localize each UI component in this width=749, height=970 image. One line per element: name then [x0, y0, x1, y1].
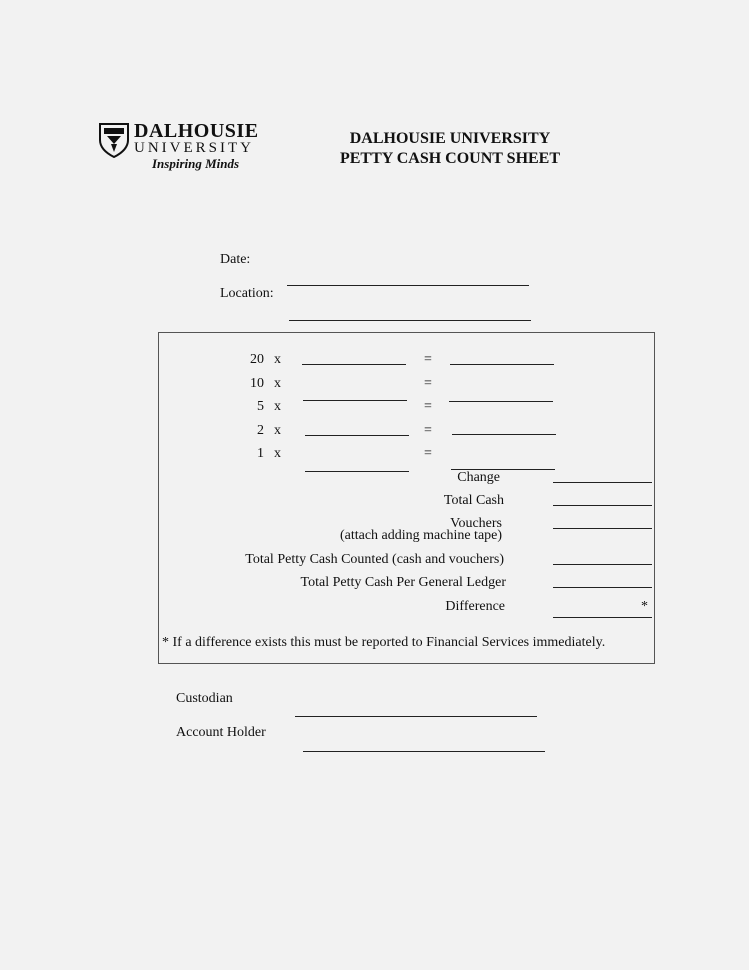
denomination-value: 5 [257, 399, 264, 414]
crest-icon [98, 122, 130, 158]
count-field-line[interactable] [303, 400, 407, 401]
equals-sign: = [424, 446, 432, 461]
denomination-value: 20 [250, 352, 264, 367]
amount-field-line[interactable] [452, 434, 556, 435]
total-ledger-label: Total Petty Cash Per General Ledger [300, 575, 506, 590]
equals-sign: = [424, 399, 432, 414]
vouchers-field-line[interactable] [553, 528, 652, 529]
difference-label: Difference [445, 599, 505, 614]
document-title-line1: DALHOUSIE UNIVERSITY [349, 130, 551, 147]
logo-name-line1: DALHOUSIE [134, 120, 259, 142]
multiply-sign: x [274, 446, 281, 461]
denomination-value: 1 [257, 446, 264, 461]
vouchers-note: (attach adding machine tape) [339, 528, 503, 543]
difference-marker: * [641, 599, 648, 614]
change-label: Change [457, 470, 500, 485]
equals-sign: = [424, 352, 432, 367]
multiply-sign: x [274, 352, 281, 367]
multiply-sign: x [274, 399, 281, 414]
difference-footnote: * If a difference exists this must be reported to Financial Services immediately. [162, 635, 606, 650]
logo-name-line2: UNIVERSITY [134, 140, 254, 156]
multiply-sign: x [274, 376, 281, 391]
change-field-line[interactable] [553, 482, 652, 483]
total-cash-label: Total Cash [443, 493, 504, 508]
total-counted-label: Total Petty Cash Counted (cash and vouchers) [245, 552, 504, 567]
date-field-line[interactable] [287, 285, 529, 286]
custodian-label: Custodian [176, 691, 233, 706]
multiply-sign: x [274, 423, 281, 438]
denomination-value: 2 [257, 423, 264, 438]
amount-field-line[interactable] [450, 364, 554, 365]
document-title-line2: PETTY CASH COUNT SHEET [339, 150, 561, 167]
vouchers-label: Vouchers [450, 516, 502, 531]
count-field-line[interactable] [305, 435, 409, 436]
location-field-line[interactable] [289, 320, 531, 321]
total-ledger-field-line[interactable] [553, 587, 652, 588]
equals-sign: = [424, 376, 432, 391]
account-holder-signature-line[interactable] [303, 751, 545, 752]
difference-field-line[interactable] [553, 617, 652, 618]
count-field-line[interactable] [302, 364, 406, 365]
account-holder-label: Account Holder [176, 725, 266, 740]
logo-tagline: Inspiring Minds [152, 156, 240, 171]
total-cash-field-line[interactable] [553, 505, 652, 506]
custodian-signature-line[interactable] [295, 716, 537, 717]
amount-field-line[interactable] [449, 401, 553, 402]
dalhousie-logo [98, 120, 258, 176]
equals-sign: = [424, 423, 432, 438]
date-label: Date: [220, 252, 251, 267]
denomination-value: 10 [250, 376, 264, 391]
location-label: Location: [220, 286, 274, 301]
total-counted-field-line[interactable] [553, 564, 652, 565]
